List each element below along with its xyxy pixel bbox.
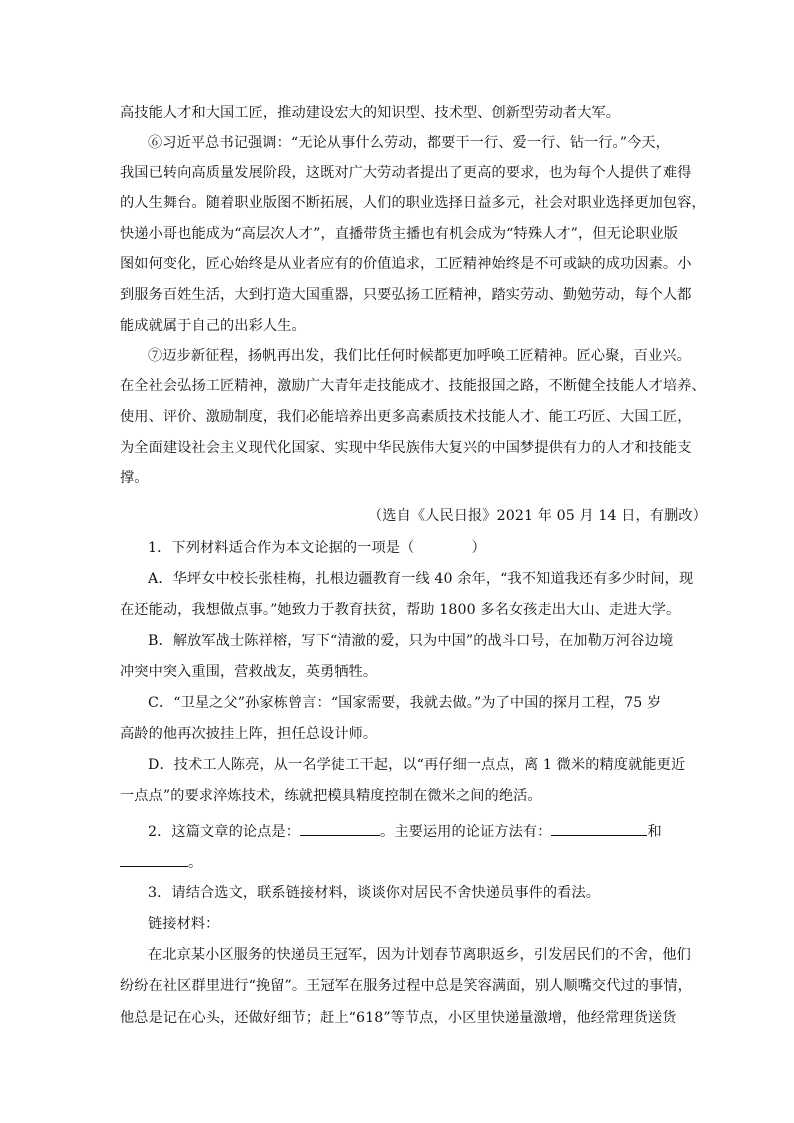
text-line: 快递小哥也能成为“高层次人才”，直播带货主播也有机会成为“特殊人才”，但无论职业版 — [120, 226, 679, 242]
option-c: C．“卫星之父”孙家栋曾言：“国家需要，我就去做。”为了中国的探月工程，75 岁 — [148, 695, 662, 711]
text-line: 我国已转向高质量发展阶段，这既对广大劳动者提出了更高的要求，也为每个人提供了难得 — [120, 165, 692, 181]
link-material-heading: 链接材料： — [148, 916, 220, 932]
option-b: B．解放军战士陈祥榕，写下“清澈的爱，只为中国”的战斗口号，在加勒万河谷边境 — [148, 633, 674, 649]
text-line: 的人生舞台。随着职业版图不断拓展，人们的职业选择日益多元，社会对职业选择更加包容， — [120, 195, 706, 211]
text-line: 他总是记在心头，还做好细节；赶上“618”等节点，小区里快递量激增，他经常理货送货 — [120, 1010, 677, 1026]
question-2-prefix: 2．这篇文章的论点是： — [148, 824, 301, 840]
text-line: 在全社会弘扬工匠精神，激励广大青年走技能成才、技能报国之路，不断健全技能人才培养、 — [120, 378, 706, 394]
text-line: 在还能动，我想做点事。”她致力于教育扶贫，帮助 1800 多名女孩走出大山、走进大学。 — [120, 602, 681, 618]
source-citation: （选自《人民日报》2021 年 05 月 14 日，有删改） — [368, 508, 707, 524]
text-line: 高技能人才和大国工匠，推动建设宏大的知识型、技术型、创新型劳动者大军。 — [120, 105, 621, 121]
question-3: 3．请结合选文，联系链接材料，谈谈你对居民不舍快递员事件的看法。 — [148, 885, 601, 901]
answer-blank[interactable] — [551, 821, 647, 836]
question-2-end: 。 — [188, 855, 203, 871]
question-1: 1．下列材料适合作为本文论据的一项是（ ） — [148, 540, 486, 556]
question-2-and: 和 — [647, 824, 662, 840]
text-line: 一点点”的要求淬炼技术，练就把模具精度控制在微米之间的绝活。 — [120, 788, 542, 804]
text-line: 冲突中突入重围，营救战友，英勇牺牲。 — [120, 664, 378, 680]
question-2-middle: 。主要运用的论证方法有： — [380, 824, 552, 840]
text-line: 高龄的他再次披挂上阵，担任总设计师。 — [120, 726, 378, 742]
text-line: 在北京某小区服务的快递员王冠军，因为计划春节离职返乡，引发居民们的不舍，他们 — [148, 947, 691, 963]
text-line: 使用、评价、激励制度，我们必能培养出更多高素质技术技能人才、能工巧匠、大国工匠， — [120, 409, 692, 425]
text-line: 纷纷在社区群里进行“挽留”。王冠军在服务过程中总是笑容满面，别人顺嘴交代过的事情， — [120, 978, 692, 994]
question-2-cont — [120, 852, 202, 873]
option-d: D．技术工人陈亮，从一名学徒工干起，以“再仔细一点点，离 1 微米的精度就能更近 — [148, 757, 686, 773]
answer-blank[interactable] — [300, 821, 380, 836]
text-line: ⑦迈步新征程，扬帆再出发，我们比任何时候都更加呼唤工匠精神。匠心聚，百业兴。 — [148, 348, 691, 364]
text-line: 能成就属于自己的出彩人生。 — [120, 318, 306, 334]
text-line: 到服务百姓生活，大到打造大国重器，只要弘扬工匠精神，踏实劳动、勤勉劳动，每个人都 — [120, 287, 692, 303]
question-2 — [148, 821, 662, 842]
text-line: ⑥习近平总书记强调：“无论从事什么劳动，都要干一行、爱一行、钻一行。”今天， — [148, 135, 670, 151]
option-a: A．华坪女中校长张桂梅，扎根边疆教育一线 40 余年，“我不知道我还有多少时间，现 — [148, 571, 694, 587]
text-line: 图如何变化，匠心始终是从业者应有的价值追求，工匠精神始终是不可或缺的成功因素。小 — [120, 256, 692, 272]
text-line: 为全面建设社会主义现代化国家、实现中华民族伟大复兴的中国梦提供有力的人才和技能支 — [120, 440, 692, 456]
text-line: 撑。 — [120, 470, 149, 486]
answer-blank[interactable] — [120, 852, 188, 867]
